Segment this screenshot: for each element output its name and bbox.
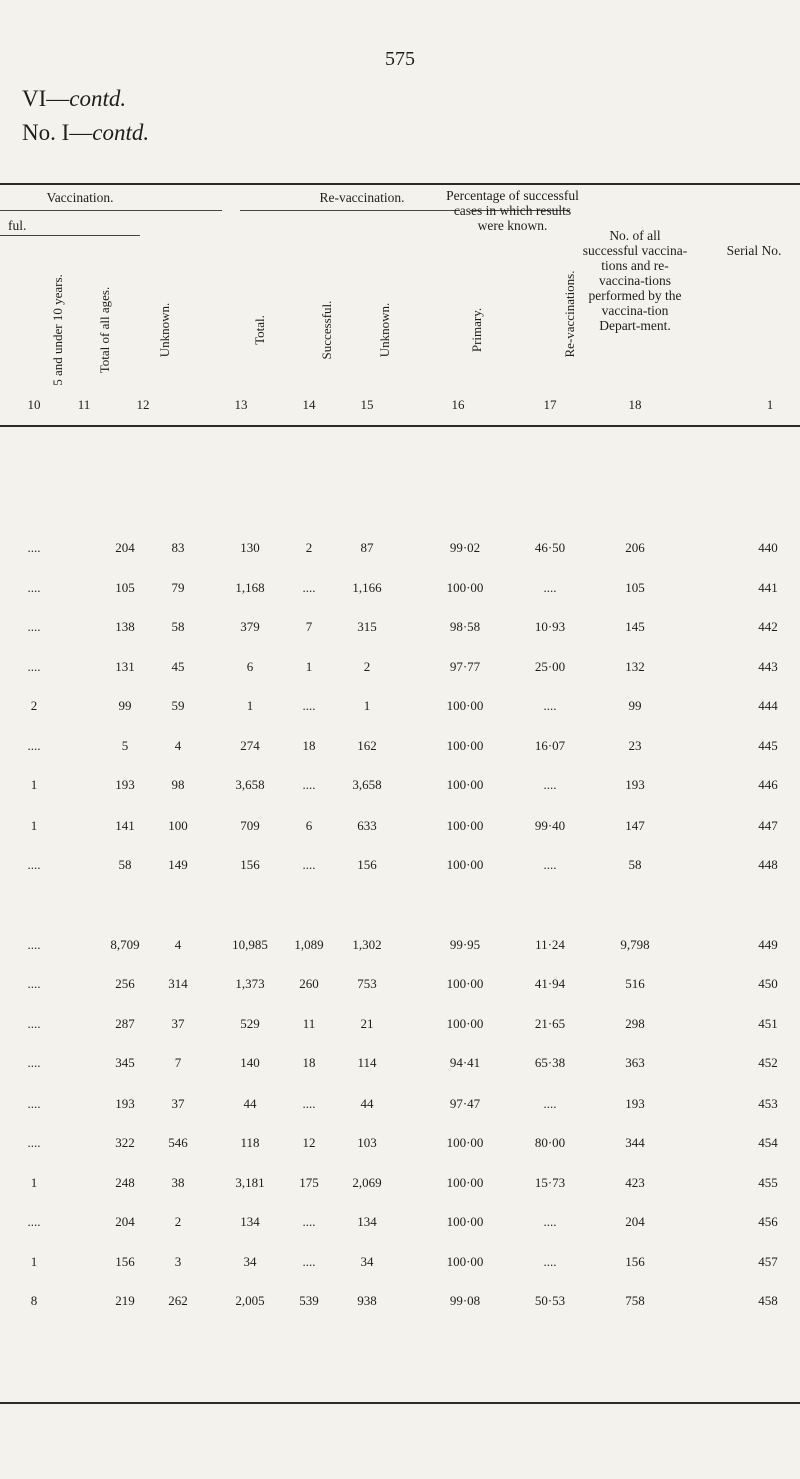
cell-total-successful: 23 bbox=[628, 738, 642, 753]
cell-revacc-pct: 99·40 bbox=[534, 818, 566, 833]
cell-total-successful: 145 bbox=[625, 619, 645, 634]
cell-serial: 446 bbox=[758, 777, 778, 792]
cell-total-ages: 287 bbox=[115, 1016, 135, 1031]
cell-total-successful: 193 bbox=[625, 1096, 645, 1111]
cell-vacc-unknown: 59 bbox=[171, 698, 185, 713]
cell-serial: 445 bbox=[758, 738, 778, 753]
cell-vacc-unknown: 37 bbox=[171, 1016, 185, 1031]
vaccination-header: Vaccination. bbox=[46, 190, 114, 205]
cell-revacc-pct: 10·93 bbox=[534, 619, 566, 634]
table-row bbox=[0, 659, 800, 679]
cell-5-10: 1 bbox=[30, 777, 38, 792]
cell-revacc-total: 44 bbox=[243, 1096, 257, 1111]
cell-vacc-unknown: 7 bbox=[174, 1055, 182, 1070]
cell-revacc-pct: 21·65 bbox=[534, 1016, 566, 1031]
cell-revacc-total: 2,005 bbox=[235, 1293, 265, 1308]
serial-header: Serial No. bbox=[726, 243, 782, 258]
cell-revacc-unknown: 44 bbox=[360, 1096, 374, 1111]
cell-total-ages: 322 bbox=[115, 1135, 135, 1150]
vaccination-subline bbox=[0, 210, 222, 211]
cell-revacc-total: 709 bbox=[240, 818, 260, 833]
cell-primary-pct: 100·00 bbox=[446, 1175, 484, 1190]
cell-total-ages: 219 bbox=[115, 1293, 135, 1308]
cell-vacc-unknown: 58 bbox=[171, 619, 185, 634]
cell-5-10: .... bbox=[27, 1135, 41, 1150]
cell-revacc-unknown: 2 bbox=[363, 659, 371, 674]
cell-revacc-unknown: 156 bbox=[357, 857, 377, 872]
table-row bbox=[0, 698, 800, 718]
cell-total-ages: 193 bbox=[115, 1096, 135, 1111]
cell-revacc-unknown: 134 bbox=[357, 1214, 377, 1229]
cell-revacc-total: 529 bbox=[240, 1016, 260, 1031]
cell-revacc-successful: 260 bbox=[299, 976, 319, 991]
cell-total-ages: 256 bbox=[115, 976, 135, 991]
cell-primary-pct: 99·02 bbox=[449, 540, 481, 555]
cell-vacc-unknown: 45 bbox=[171, 659, 185, 674]
cell-revacc-total: 130 bbox=[240, 540, 260, 555]
cell-revacc-total: 1 bbox=[246, 698, 254, 713]
col-primary-header: Primary. bbox=[469, 307, 484, 353]
table-row bbox=[0, 1175, 800, 1195]
cell-total-successful: 363 bbox=[625, 1055, 645, 1070]
successful-subline bbox=[0, 235, 140, 236]
cell-serial: 456 bbox=[758, 1214, 778, 1229]
cell-total-ages: 156 bbox=[115, 1254, 135, 1269]
cell-primary-pct: 100·00 bbox=[446, 1135, 484, 1150]
cell-revacc-successful: .... bbox=[302, 777, 316, 792]
cell-5-10: 2 bbox=[30, 698, 38, 713]
cell-total-ages: 204 bbox=[115, 1214, 135, 1229]
table-bottom-rule bbox=[0, 1402, 800, 1404]
cell-serial: 442 bbox=[758, 619, 778, 634]
cell-revacc-successful: .... bbox=[302, 857, 316, 872]
cell-revacc-unknown: 315 bbox=[357, 619, 377, 634]
cell-revacc-unknown: 103 bbox=[357, 1135, 377, 1150]
cell-serial: 441 bbox=[758, 580, 778, 595]
cell-5-10: .... bbox=[27, 659, 41, 674]
cell-revacc-unknown: 162 bbox=[357, 738, 377, 753]
cell-serial: 448 bbox=[758, 857, 778, 872]
total-successful-header: No. of all successful vaccina-tions and re-vaccina-tions performed by the vaccina-tion Depart-ment. bbox=[582, 228, 688, 333]
col-5-under-10-header: 5 and under 10 years. bbox=[50, 274, 65, 386]
cell-revacc-pct: 16·07 bbox=[534, 738, 566, 753]
cell-revacc-pct: 80·00 bbox=[534, 1135, 566, 1150]
cell-vacc-unknown: 4 bbox=[174, 738, 182, 753]
page-number: 575 bbox=[385, 48, 415, 70]
cell-5-10: .... bbox=[27, 540, 41, 555]
cell-revacc-successful: 18 bbox=[302, 738, 316, 753]
cell-revacc-unknown: 114 bbox=[357, 1055, 377, 1070]
cell-total-ages: 345 bbox=[115, 1055, 135, 1070]
cell-revacc-unknown: 1 bbox=[363, 698, 371, 713]
section-continuation: VI—contd. bbox=[22, 86, 127, 111]
cell-serial: 440 bbox=[758, 540, 778, 555]
cell-total-successful: 758 bbox=[625, 1293, 645, 1308]
cell-serial: 453 bbox=[758, 1096, 778, 1111]
cell-revacc-pct: .... bbox=[543, 857, 557, 872]
cell-total-ages: 105 bbox=[115, 580, 135, 595]
cell-revacc-pct: .... bbox=[543, 1096, 557, 1111]
table-row bbox=[0, 857, 800, 877]
column-number: 13 bbox=[234, 397, 248, 412]
cell-5-10: .... bbox=[27, 1016, 41, 1031]
cell-5-10: .... bbox=[27, 1055, 41, 1070]
cell-primary-pct: 97·77 bbox=[449, 659, 481, 674]
column-number: 14 bbox=[302, 397, 316, 412]
table-row bbox=[0, 1016, 800, 1036]
cell-revacc-pct: 15·73 bbox=[534, 1175, 566, 1190]
cell-revacc-total: 118 bbox=[240, 1135, 260, 1150]
cell-revacc-total: 379 bbox=[240, 619, 260, 634]
cell-revacc-successful: 18 bbox=[302, 1055, 316, 1070]
cell-revacc-total: 1,373 bbox=[235, 976, 265, 991]
cell-serial: 444 bbox=[758, 698, 778, 713]
col-vacc-unknown-header: Unknown. bbox=[157, 302, 172, 358]
cell-serial: 443 bbox=[758, 659, 778, 674]
table-row bbox=[0, 540, 800, 560]
table-continuation: No. I—contd. bbox=[22, 120, 150, 145]
cell-total-successful: 204 bbox=[625, 1214, 645, 1229]
cell-serial: 452 bbox=[758, 1055, 778, 1070]
cell-primary-pct: 98·58 bbox=[449, 619, 481, 634]
column-number: 11 bbox=[77, 397, 91, 412]
revaccination-header: Re-vaccination. bbox=[319, 190, 405, 205]
cell-total-successful: 423 bbox=[625, 1175, 645, 1190]
cell-revacc-successful: 12 bbox=[302, 1135, 316, 1150]
cell-total-successful: 344 bbox=[625, 1135, 645, 1150]
cell-vacc-unknown: 2 bbox=[174, 1214, 182, 1229]
cell-vacc-unknown: 37 bbox=[171, 1096, 185, 1111]
cell-revacc-total: 274 bbox=[240, 738, 260, 753]
table-row bbox=[0, 818, 800, 838]
cell-vacc-unknown: 4 bbox=[174, 937, 182, 952]
table-row bbox=[0, 1096, 800, 1116]
cell-revacc-pct: .... bbox=[543, 580, 557, 595]
cell-total-ages: 204 bbox=[115, 540, 135, 555]
cell-total-ages: 141 bbox=[115, 818, 135, 833]
table-row bbox=[0, 619, 800, 639]
cell-revacc-unknown: 633 bbox=[357, 818, 377, 833]
cell-serial: 447 bbox=[758, 818, 778, 833]
cell-primary-pct: 94·41 bbox=[449, 1055, 481, 1070]
cell-total-ages: 99 bbox=[118, 698, 132, 713]
cell-revacc-pct: 46·50 bbox=[534, 540, 566, 555]
cell-primary-pct: 99·08 bbox=[449, 1293, 481, 1308]
table-row bbox=[0, 1214, 800, 1234]
cell-revacc-successful: .... bbox=[302, 1254, 316, 1269]
cell-vacc-unknown: 100 bbox=[168, 818, 188, 833]
cell-primary-pct: 99·95 bbox=[449, 937, 481, 952]
cell-primary-pct: 100·00 bbox=[446, 580, 484, 595]
cell-revacc-pct: .... bbox=[543, 1254, 557, 1269]
cell-revacc-successful: 175 bbox=[299, 1175, 319, 1190]
cell-revacc-total: 140 bbox=[240, 1055, 260, 1070]
column-number: 10 bbox=[27, 397, 41, 412]
cell-total-successful: 193 bbox=[625, 777, 645, 792]
cell-revacc-unknown: 1,166 bbox=[352, 580, 382, 595]
cell-revacc-unknown: 3,658 bbox=[352, 777, 382, 792]
column-number: 17 bbox=[543, 397, 557, 412]
cell-revacc-successful: .... bbox=[302, 698, 316, 713]
table-top-rule bbox=[0, 183, 800, 185]
cell-vacc-unknown: 98 bbox=[171, 777, 185, 792]
cell-primary-pct: 100·00 bbox=[446, 1016, 484, 1031]
cell-5-10: .... bbox=[27, 619, 41, 634]
cell-revacc-total: 6 bbox=[246, 659, 254, 674]
cell-primary-pct: 100·00 bbox=[446, 1214, 484, 1229]
cell-serial: 457 bbox=[758, 1254, 778, 1269]
cell-revacc-pct: 65·38 bbox=[534, 1055, 566, 1070]
cell-revacc-successful: 7 bbox=[305, 619, 313, 634]
cell-primary-pct: 100·00 bbox=[446, 857, 484, 872]
cell-total-ages: 8,709 bbox=[110, 937, 140, 952]
cell-revacc-total: 156 bbox=[240, 857, 260, 872]
col-revacc-successful-header: Successful. bbox=[319, 300, 334, 360]
cell-total-successful: 298 bbox=[625, 1016, 645, 1031]
col-total-ages-header: Total of all ages. bbox=[97, 286, 112, 374]
cell-revacc-successful: 11 bbox=[302, 1016, 316, 1031]
column-number: 1 bbox=[766, 397, 774, 412]
cell-total-successful: 58 bbox=[628, 857, 642, 872]
cell-total-ages: 131 bbox=[115, 659, 135, 674]
cell-primary-pct: 100·00 bbox=[446, 738, 484, 753]
successful-header: ful. bbox=[8, 218, 27, 233]
cell-total-ages: 248 bbox=[115, 1175, 135, 1190]
cell-revacc-total: 134 bbox=[240, 1214, 260, 1229]
cell-5-10: 1 bbox=[30, 1254, 38, 1269]
cell-total-successful: 9,798 bbox=[620, 937, 650, 952]
cell-total-successful: 99 bbox=[628, 698, 642, 713]
col-revaccinations-header: Re-vaccinations. bbox=[562, 270, 577, 358]
cell-total-ages: 138 bbox=[115, 619, 135, 634]
column-number: 18 bbox=[628, 397, 642, 412]
cell-revacc-successful: .... bbox=[302, 1214, 316, 1229]
cell-total-successful: 206 bbox=[625, 540, 645, 555]
cell-vacc-unknown: 79 bbox=[171, 580, 185, 595]
cell-serial: 450 bbox=[758, 976, 778, 991]
cell-primary-pct: 97·47 bbox=[449, 1096, 481, 1111]
cell-total-ages: 193 bbox=[115, 777, 135, 792]
table-row bbox=[0, 1055, 800, 1075]
cell-revacc-unknown: 21 bbox=[360, 1016, 374, 1031]
cell-revacc-pct: 50·53 bbox=[534, 1293, 566, 1308]
column-number: 12 bbox=[136, 397, 150, 412]
cell-revacc-total: 10,985 bbox=[232, 937, 268, 952]
cell-5-10: .... bbox=[27, 976, 41, 991]
cell-serial: 449 bbox=[758, 937, 778, 952]
cell-revacc-pct: 11·24 bbox=[535, 937, 565, 952]
cell-revacc-unknown: 87 bbox=[360, 540, 374, 555]
cell-5-10: .... bbox=[27, 738, 41, 753]
cell-5-10: .... bbox=[27, 1096, 41, 1111]
cell-vacc-unknown: 546 bbox=[168, 1135, 188, 1150]
cell-primary-pct: 100·00 bbox=[446, 818, 484, 833]
cell-revacc-successful: 1 bbox=[305, 659, 313, 674]
cell-vacc-unknown: 3 bbox=[174, 1254, 182, 1269]
cell-primary-pct: 100·00 bbox=[446, 698, 484, 713]
cell-5-10: .... bbox=[27, 857, 41, 872]
cell-revacc-pct: 25·00 bbox=[534, 659, 566, 674]
cell-total-ages: 5 bbox=[121, 738, 129, 753]
cell-vacc-unknown: 149 bbox=[168, 857, 188, 872]
cell-total-ages: 58 bbox=[118, 857, 132, 872]
cell-5-10: .... bbox=[27, 580, 41, 595]
cell-revacc-successful: .... bbox=[302, 1096, 316, 1111]
cell-5-10: 1 bbox=[30, 818, 38, 833]
table-row bbox=[0, 1293, 800, 1313]
table-row bbox=[0, 1254, 800, 1274]
cell-total-successful: 156 bbox=[625, 1254, 645, 1269]
table-row bbox=[0, 777, 800, 797]
cell-revacc-successful: 539 bbox=[299, 1293, 319, 1308]
table-row bbox=[0, 738, 800, 758]
table-row bbox=[0, 1135, 800, 1155]
cell-primary-pct: 100·00 bbox=[446, 976, 484, 991]
cell-vacc-unknown: 83 bbox=[171, 540, 185, 555]
cell-5-10: .... bbox=[27, 1214, 41, 1229]
cell-5-10: 8 bbox=[30, 1293, 38, 1308]
cell-primary-pct: 100·00 bbox=[446, 1254, 484, 1269]
cell-revacc-unknown: 753 bbox=[357, 976, 377, 991]
cell-revacc-successful: 2 bbox=[305, 540, 313, 555]
cell-revacc-pct: 41·94 bbox=[534, 976, 566, 991]
cell-revacc-total: 1,168 bbox=[235, 580, 265, 595]
cell-total-successful: 132 bbox=[625, 659, 645, 674]
column-number: 15 bbox=[360, 397, 374, 412]
cell-total-successful: 147 bbox=[625, 818, 645, 833]
cell-serial: 451 bbox=[758, 1016, 778, 1031]
table-row bbox=[0, 580, 800, 600]
column-number: 16 bbox=[451, 397, 465, 412]
cell-vacc-unknown: 262 bbox=[168, 1293, 188, 1308]
cell-revacc-unknown: 2,069 bbox=[352, 1175, 382, 1190]
cell-revacc-successful: .... bbox=[302, 580, 316, 595]
cell-revacc-pct: .... bbox=[543, 1214, 557, 1229]
cell-revacc-successful: 6 bbox=[305, 818, 313, 833]
table-row bbox=[0, 937, 800, 957]
cell-total-successful: 516 bbox=[625, 976, 645, 991]
percentage-header: Percentage of successful cases in which results were known. bbox=[446, 188, 579, 233]
cell-revacc-unknown: 1,302 bbox=[352, 937, 382, 952]
cell-5-10: 1 bbox=[30, 1175, 38, 1190]
cell-revacc-unknown: 34 bbox=[360, 1254, 374, 1269]
col-revacc-total-header: Total. bbox=[252, 315, 267, 345]
cell-serial: 458 bbox=[758, 1293, 778, 1308]
cell-vacc-unknown: 38 bbox=[171, 1175, 185, 1190]
cell-revacc-pct: .... bbox=[543, 777, 557, 792]
cell-revacc-total: 3,658 bbox=[235, 777, 265, 792]
cell-5-10: .... bbox=[27, 937, 41, 952]
cell-revacc-pct: .... bbox=[543, 698, 557, 713]
revaccination-subline bbox=[240, 210, 460, 211]
cell-serial: 454 bbox=[758, 1135, 778, 1150]
cell-revacc-total: 34 bbox=[243, 1254, 257, 1269]
col-revacc-unknown-header: Unknown. bbox=[377, 302, 392, 358]
cell-serial: 455 bbox=[758, 1175, 778, 1190]
cell-vacc-unknown: 314 bbox=[168, 976, 188, 991]
cell-total-successful: 105 bbox=[625, 580, 645, 595]
cell-revacc-total: 3,181 bbox=[235, 1175, 265, 1190]
cell-revacc-unknown: 938 bbox=[357, 1293, 377, 1308]
table-row bbox=[0, 976, 800, 996]
header-bottom-rule bbox=[0, 425, 800, 427]
cell-primary-pct: 100·00 bbox=[446, 777, 484, 792]
cell-revacc-successful: 1,089 bbox=[294, 937, 324, 952]
